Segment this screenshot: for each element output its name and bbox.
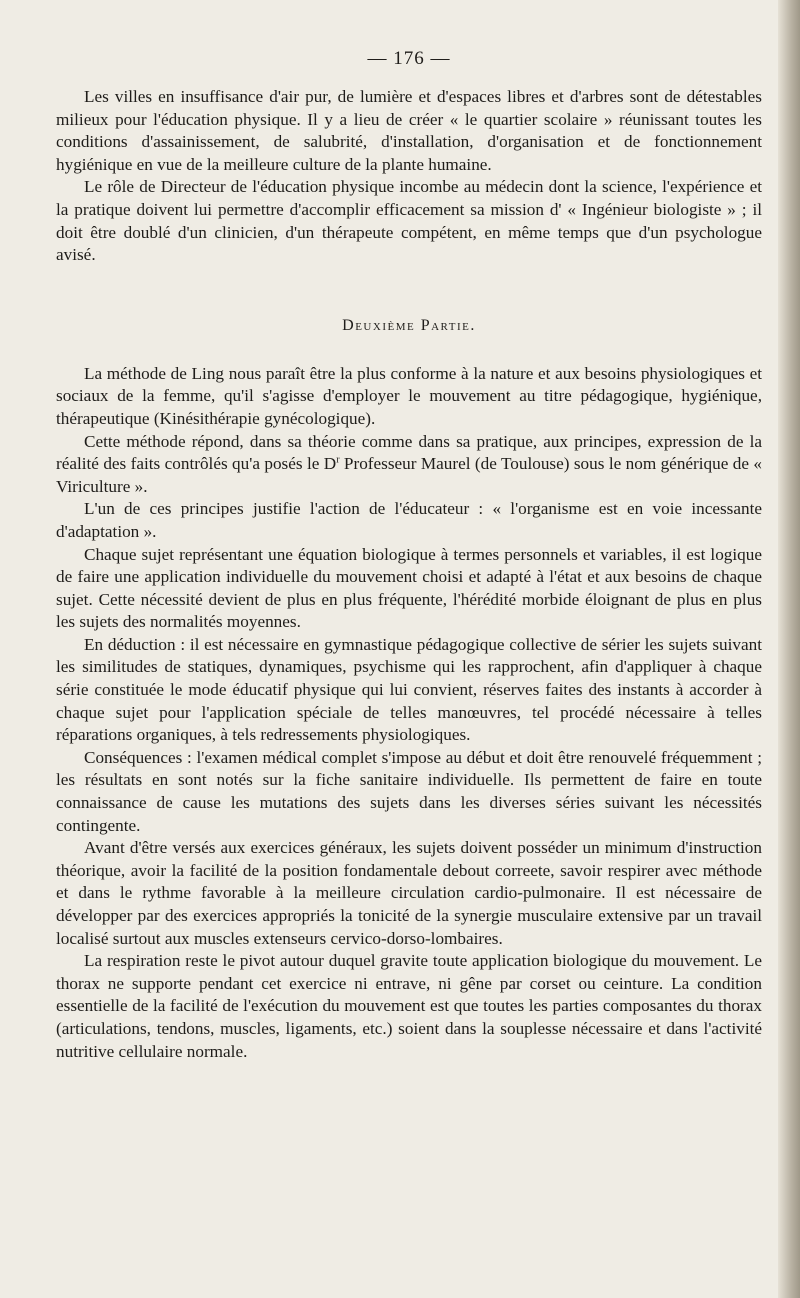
paragraph: Conséquences : l'examen médical complet s'impose au début et doit être renouvelé fréquemment ; les résultats en sont notés sur la fiche sanitaire individuelle. Ils permettent de faire en toute connaissance de cause les mutations des sujets dans les diverses séries suivant les nécessités contingente. [56,747,762,835]
paragraph: Chaque sujet représentant une équation biologique à termes personnels et variables, il est logique de faire une application individuelle du mouvement choisi et adapté à l'état et aux besoins de chaque sujet. Cette nécessité devient de plus en plus fréquente, l'hérédité morbide éloignant de plus en plus les sujets des normalités moyennes. [56,544,762,632]
paragraph: La méthode de Ling nous paraît être la plus conforme à la nature et aux besoins physiologiques et sociaux de la femme, qu'il s'agisse d'employer le mouvement au titre pédagogique, hygiénique, thérapeutique (Kinésithérapie gynécologique). [56,363,762,428]
page-number: — 176 — [367,48,451,69]
paragraph-text: Cette méthode répond, dans sa théorie comme dans sa pratique, aux principes, expression de la réalité des faits contrôlés qu'a posés le D [56,431,762,474]
paragraph: En déduction : il est nécessaire en gymnastique pédagogique collective de sérier les sujets suivant les similitudes de statiques, dynamiques, psychisme qui les rapprochent, afin d'appliquer à chaque série constituée le mode éducatif physique qui lui convient, réserves faites des instants à accorder à chaque sujet pour l'application spéciale de telles manœuvres, tel procédé nécessaire à telles réparations organiques, à tels redressements physiologiques. [56,634,762,745]
paragraph: Les villes en insuffisance d'air pur, de lumière et d'espaces libres et d'arbres sont de détestables milieux pour l'éducation physique. Il y a lieu de créer « le quartier scolaire » réunissant toutes les conditions d'assainissement, de salubrité, d'installation, d'organisation et de fonctionnement hygiénique en vue de la meilleure culture de la plante humaine. [56,87,762,174]
paragraph-text: Professeur Maurel (de Toulouse) sous le nom générique de « Viriculture ». [56,454,762,496]
paragraph: Le rôle de Directeur de l'éducation physique incombe au médecin dont la science, l'expérience et la pratique doivent lui permettre d'accomplir efficacement sa mission d' « Ingénieur biologiste » ; il doit être doublé d'un clinicien, d'un thérapeute compétent, en même temps que d'un psychologue avisé. [56,177,762,265]
paragraph: La respiration reste le pivot autour duquel gravite toute application biologique du mouvement. Le thorax ne supporte pendant cet exercice ni entrave, ni gêne par corset ou ceinture. La condition essentielle de la facilité de l'exécution du mouvement est que toutes les parties composantes du thorax (articulations, tendons, muscles, ligaments, etc.) soient dans la souplesse nécessaire et dans l'activité nutritive cellulaire normale. [56,951,762,1061]
page-edge-shadow [778,0,800,1298]
section-heading: Deuxième Partie. [342,316,476,334]
paragraph: L'un de ces principes justifie l'action de l'éducateur : « l'organisme est en voie incessante d'adaptation ». [56,499,762,541]
document-page [56,48,762,1063]
paragraph: Avant d'être versés aux exercices généraux, les sujets doivent posséder un minimum d'instruction théorique, avoir la facilité de la position fondamentale debout correete, savoir respirer avec méthode et dans le rythme favorable à la meilleure circulation cardio-pulmonaire. Il est nécessaire de développer par des exercices appropriés la tonicité de la synergie musculaire extensive par un travail localisé surtout aux muscles extenseurs cervico-dorso-lombaires. [56,838,762,948]
paragraph [56,431,762,499]
superscript: r [336,454,340,466]
